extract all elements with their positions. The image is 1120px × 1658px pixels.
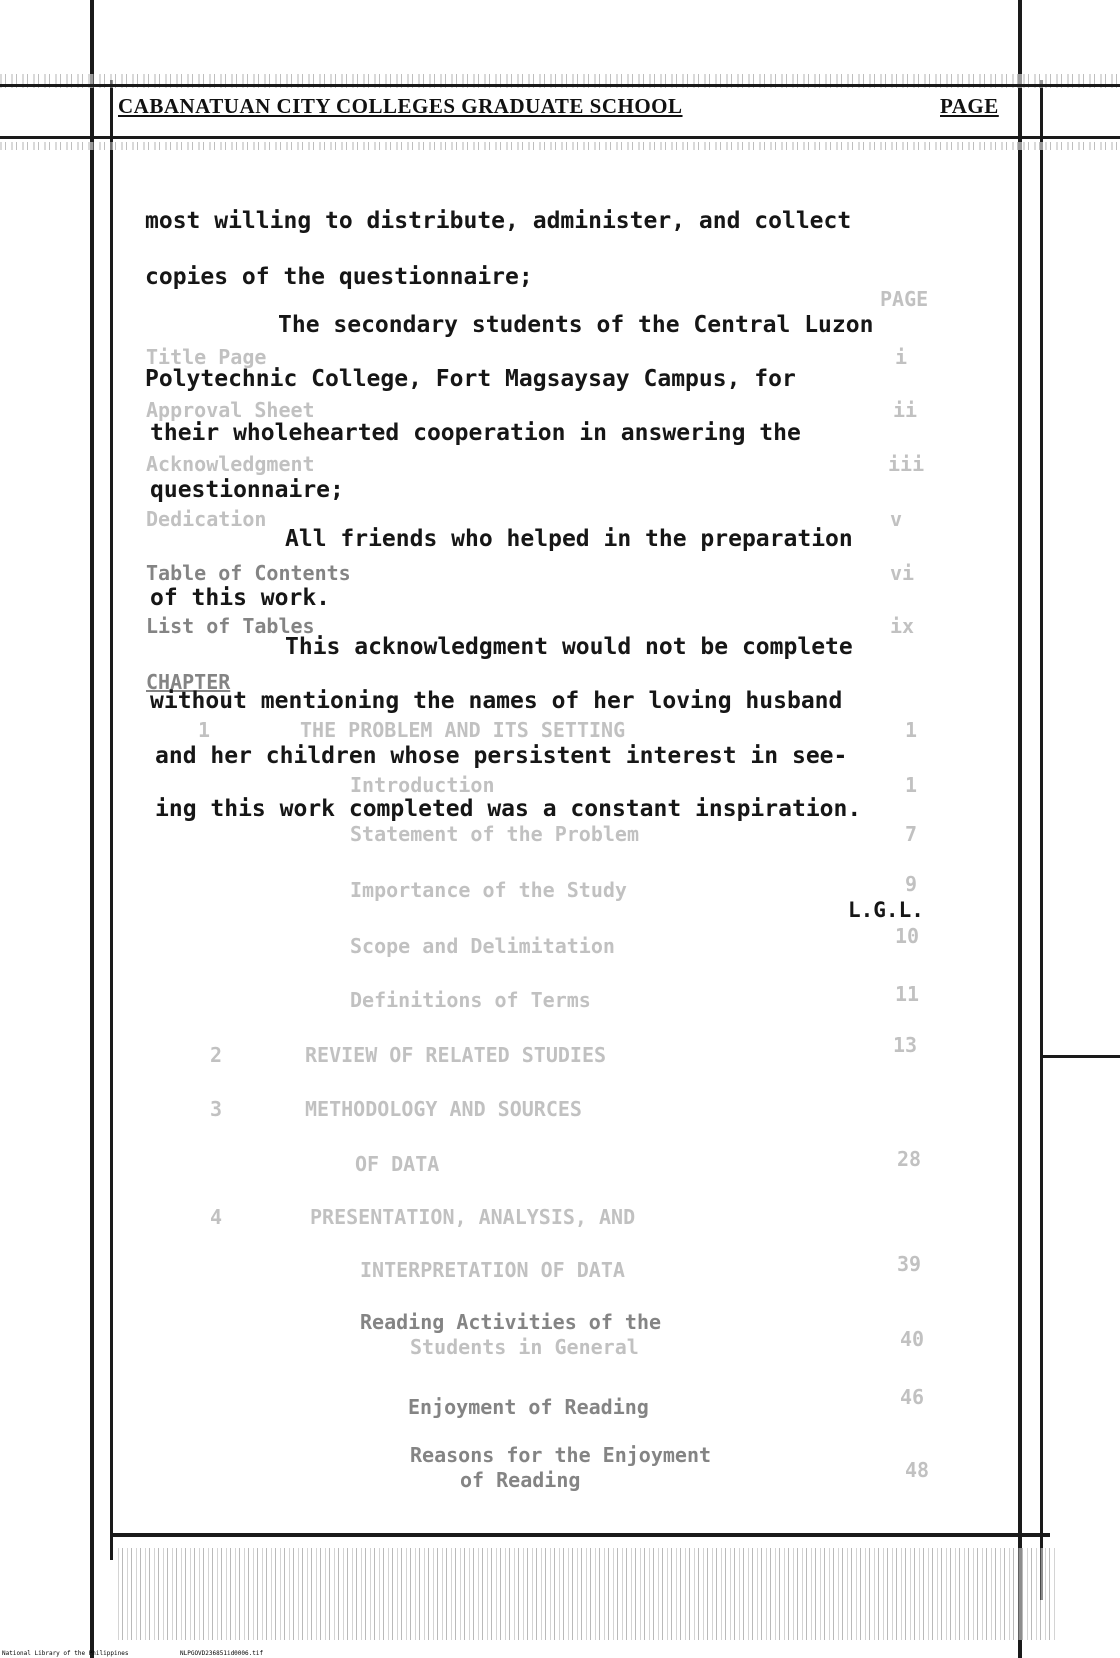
footer-source: National Library of the Philippines bbox=[2, 1650, 129, 1657]
body-line: questionnaire; bbox=[150, 477, 344, 503]
ghost-chapter-title: Reasons for the Enjoyment bbox=[410, 1443, 712, 1467]
ghost-chapter-title: THE PROBLEM AND ITS SETTING bbox=[300, 718, 626, 742]
ghost-prelim-page: ix bbox=[890, 614, 915, 638]
body-line: most willing to distribute, administer, and collect bbox=[145, 208, 852, 234]
bottom-scan-noise bbox=[118, 1548, 1056, 1640]
ghost-chapter-page: 10 bbox=[895, 924, 920, 948]
left-border-line bbox=[90, 0, 94, 1658]
ghost-chapter-page: 13 bbox=[893, 1033, 918, 1057]
right-margin-rule bbox=[1040, 1055, 1120, 1058]
ghost-chapter-heading: CHAPTER bbox=[146, 670, 231, 694]
ghost-prelim-page: iii bbox=[888, 452, 925, 476]
body-line: of this work. bbox=[150, 585, 331, 611]
ghost-chapter-page: 9 bbox=[905, 872, 918, 896]
ghost-chapter-title: Students in General bbox=[410, 1335, 639, 1359]
inner-right-border-line bbox=[1040, 80, 1043, 1600]
ghost-chapter-title: REVIEW OF RELATED STUDIES bbox=[305, 1043, 607, 1067]
ghost-prelim-title: Dedication bbox=[146, 507, 267, 531]
right-border-line bbox=[1018, 0, 1022, 1658]
body-line: copies of the questionnaire; bbox=[145, 264, 533, 290]
ghost-chapter-title: Reading Activities of the bbox=[360, 1310, 662, 1334]
ghost-chapter-num: 4 bbox=[210, 1205, 223, 1229]
body-line: without mentioning the names of her loving husband bbox=[150, 688, 843, 714]
body-line: and her children whose persistent interest in see- bbox=[155, 743, 848, 769]
ghost-chapter-num: 1 bbox=[198, 718, 211, 742]
under-header-scan-band bbox=[0, 142, 1120, 150]
ghost-prelim-title: Title Page bbox=[146, 345, 267, 369]
body-line: ing this work completed was a constant inspiration. bbox=[155, 796, 862, 822]
body-line: This acknowledgment would not be complete bbox=[285, 634, 853, 660]
ghost-prelim-title: Acknowledgment bbox=[146, 452, 315, 476]
ghost-prelim-page: v bbox=[890, 507, 903, 531]
ghost-chapter-title: Importance of the Study bbox=[350, 878, 627, 902]
page-label: PAGE bbox=[940, 94, 999, 118]
ghost-prelim-page: ii bbox=[893, 398, 918, 422]
ghost-chapter-title: INTERPRETATION OF DATA bbox=[360, 1258, 625, 1282]
ghost-chapter-title: Scope and Delimitation bbox=[350, 934, 615, 958]
header-top-rule bbox=[0, 84, 1120, 87]
ghost-chapter-page: 7 bbox=[905, 822, 918, 846]
school-name: CABANATUAN CITY COLLEGES GRADUATE SCHOOL bbox=[118, 94, 683, 118]
ghost-prelim-title: Approval Sheet bbox=[146, 398, 315, 422]
ghost-chapter-title: Enjoyment of Reading bbox=[408, 1395, 649, 1419]
ghost-prelim-page: vi bbox=[890, 561, 915, 585]
body-line: their wholehearted cooperation in answering the bbox=[150, 420, 801, 446]
footer-filename: NLPGOVD236851id0006.tif bbox=[180, 1650, 264, 1657]
body-line: Polytechnic College, Fort Magsaysay Campus, for bbox=[145, 366, 796, 392]
body-line: All friends who helped in the preparation bbox=[285, 526, 853, 552]
ghost-chapter-num: 3 bbox=[210, 1097, 223, 1121]
ghost-chapter-page: 48 bbox=[905, 1458, 930, 1482]
body-line: The secondary students of the Central Luzon bbox=[278, 312, 874, 338]
ghost-chapter-num: 2 bbox=[210, 1043, 223, 1067]
ghost-prelim-title: List of Tables bbox=[146, 614, 315, 638]
ghost-chapter-page: 46 bbox=[900, 1385, 925, 1409]
ghost-chapter-title: Statement of the Problem bbox=[350, 822, 639, 846]
ghost-chapter-title: METHODOLOGY AND SOURCES bbox=[305, 1097, 582, 1121]
ghost-page-heading: PAGE bbox=[880, 287, 929, 311]
ghost-chapter-page: 1 bbox=[905, 718, 918, 742]
ghost-chapter-page: 40 bbox=[900, 1327, 925, 1351]
bottom-rule bbox=[110, 1533, 1050, 1537]
ghost-prelim-page: i bbox=[895, 345, 908, 369]
page-header bbox=[118, 94, 1008, 124]
ghost-chapter-page: 28 bbox=[897, 1147, 922, 1171]
inner-left-border-line bbox=[110, 80, 113, 1560]
ghost-chapter-title: of Reading bbox=[460, 1468, 581, 1492]
ghost-chapter-title: PRESENTATION, ANALYSIS, AND bbox=[310, 1205, 636, 1229]
ghost-chapter-title: Introduction bbox=[350, 773, 495, 797]
ghost-prelim-title: Table of Contents bbox=[146, 561, 351, 585]
ghost-chapter-title: Definitions of Terms bbox=[350, 988, 591, 1012]
signature-initials: L.G.L. bbox=[848, 898, 924, 922]
ghost-chapter-title: OF DATA bbox=[355, 1152, 440, 1176]
ghost-chapter-page: 1 bbox=[905, 773, 918, 797]
ghost-chapter-page: 39 bbox=[897, 1252, 922, 1276]
header-bottom-rule bbox=[0, 136, 1120, 139]
ghost-chapter-page: 11 bbox=[895, 982, 920, 1006]
